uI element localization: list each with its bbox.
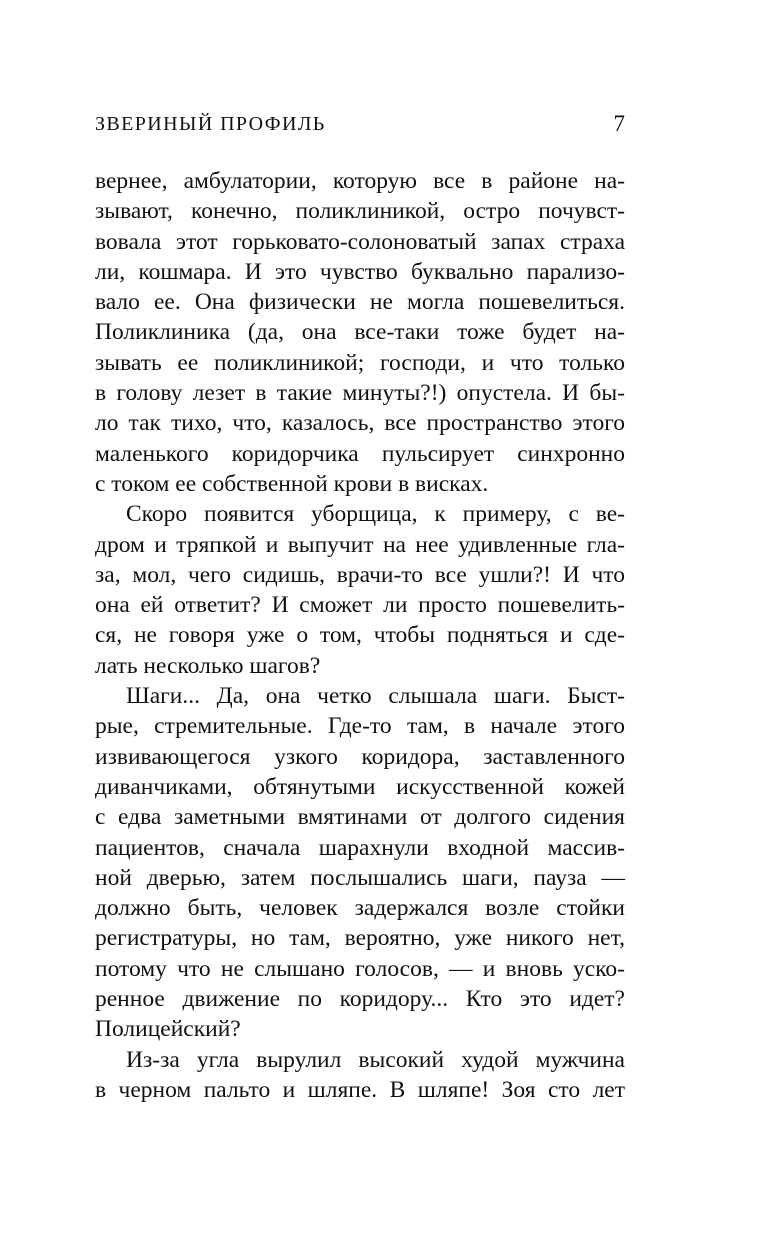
text-line: за, мол, чего сидишь, врачи-то все ушли?! И что (95, 561, 625, 588)
text-line: ной дверью, затем послышались шаги, пауза — (95, 864, 625, 891)
page-number: 7 (613, 111, 625, 136)
text-line: она ей ответит? И сможет ли просто пошевелить- (95, 592, 625, 619)
paragraph (95, 681, 625, 1045)
text-line: вало ее. Она физически не могла пошевелиться. (95, 289, 625, 316)
text-line: Поликлиника (да, она все-таки тоже будет на- (95, 319, 625, 346)
body-text (95, 166, 625, 1105)
running-title: ЗВЕРИНЫЙ ПРОФИЛЬ (95, 113, 326, 135)
text-line: в голову лезет в такие минуты?!) опустела. И бы- (95, 380, 625, 407)
text-line: Полицейский? (95, 1016, 241, 1043)
text-line: должно быть, человек задержался возле стойки (95, 895, 625, 922)
text-line: зывают, конечно, поликлиникой, остро почувст- (95, 198, 625, 225)
text-line: вовала этот горьковато-солоноватый запах страха (95, 228, 625, 255)
text-line: рые, стремительные. Где-то там, в начале этого (95, 713, 625, 740)
text-line: Скоро появится уборщица, к примеру, с ве- (126, 501, 625, 528)
text-line: Шаги... Да, она четко слышала шаги. Быст- (126, 683, 625, 710)
text-line: ренное движение по коридору... Кто это идет? (95, 986, 625, 1013)
text-line: ся, не говоря уже о том, чтобы подняться и сде- (95, 622, 625, 649)
paragraph (95, 1045, 625, 1106)
text-line: лать несколько шагов? (95, 652, 321, 679)
text-line: ло так тихо, что, казалось, все пространство этого (95, 410, 625, 437)
text-line: Из-за угла вырулил высокий худой мужчина (126, 1046, 625, 1073)
text-line: в черном пальто и шляпе. В шляпе! Зоя сто лет (95, 1076, 625, 1103)
text-line: с едва заметными вмятинами от долгого сидения (95, 804, 625, 831)
text-line: ли, кошмара. И это чувство буквально парализо- (95, 258, 625, 285)
text-line: дром и тряпкой и выпучит на нее удивленные гла- (95, 531, 625, 558)
text-line: с током ее собственной крови в висках. (95, 470, 489, 497)
text-line: зывать ее поликлиникой; господи, и что только (95, 349, 625, 376)
text-line: регистратуры, но там, вероятно, уже никого нет, (95, 925, 625, 952)
text-line: вернее, амбулатории, которую все в районе на- (95, 168, 625, 194)
text-line: извивающегося узкого коридора, заставленного (95, 743, 625, 770)
paragraph (95, 499, 625, 681)
text-line: пациентов, сначала шарахнули входной массив- (95, 834, 625, 861)
text-line: потому что не слышано голосов, — и вновь уско- (95, 955, 625, 982)
paragraph (95, 166, 625, 499)
text-line: маленького коридорчика пульсирует синхронно (95, 440, 625, 467)
text-line: диванчиками, обтянутыми искусственной кожей (95, 773, 625, 800)
